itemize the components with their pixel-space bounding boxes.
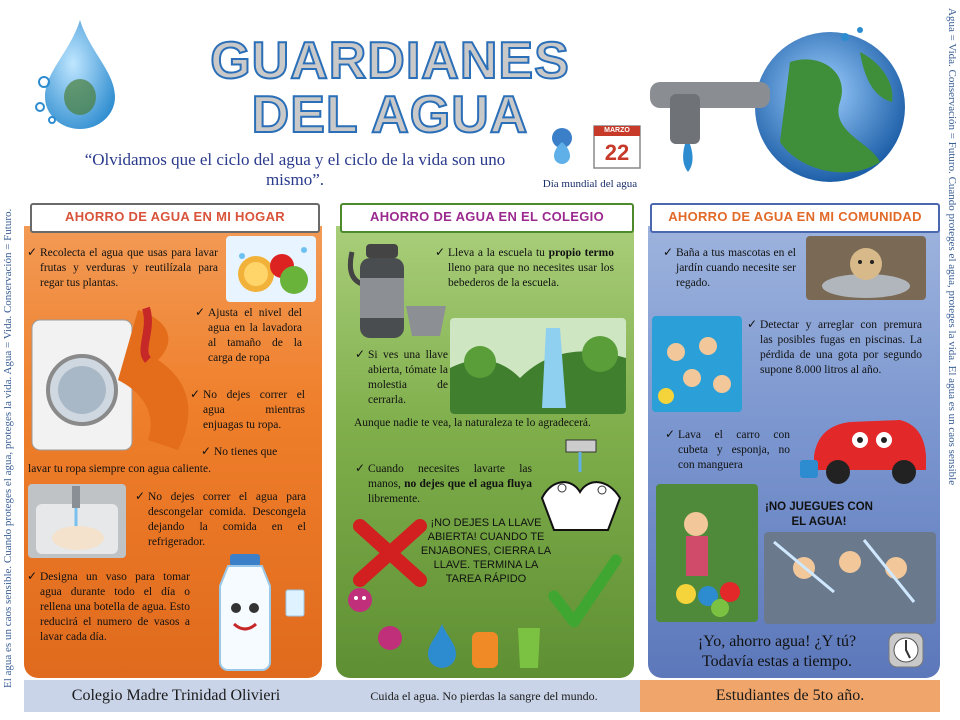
home-tip-fruits: ✓ Recolecta el agua que usas para lavar frutas y verduras y reutilízala para regar tus plantas.: [40, 246, 218, 291]
footer-slogan: Cuida el agua. No pierdas la sangre del mundo.: [328, 680, 640, 712]
footer-students: Estudiantes de 5to año.: [640, 680, 940, 712]
calendar-day: 22: [604, 140, 630, 165]
community-tip-car-wash: ✓ Lava el carro con cubeta y esponja, no con manguera: [678, 428, 790, 473]
school-header: AHORRO DE AGUA EN EL COLEGIO: [340, 203, 634, 233]
faucet-globe-image: [630, 12, 930, 192]
footer-school: Colegio Madre Trinidad Olivieri: [24, 680, 328, 712]
home-tip-washer-level: ✓ Ajusta el nivel del agua en la lavadora al tamaño de la carga de ropa: [208, 306, 302, 366]
kids-water-balloons-image: [656, 484, 758, 622]
calendar-month: MARZO: [604, 127, 630, 134]
forest-waterfall-image: [450, 318, 626, 414]
community-tip-pets: ✓ Baña a tus mascotas en el jardín cuando necesite ser regado.: [676, 246, 796, 291]
water-drop-characters: [424, 620, 548, 674]
water-drop-logo: [30, 12, 130, 132]
home-tip-hot-water: ✓ No tienes que: [214, 445, 304, 460]
germ-characters: [340, 584, 414, 664]
home-tip-glass: ✓ Designa un vaso para tomar agua durante todo el día o rellena una botella de agua. Esto reducirá el numero de vasos a lavar cada día.: [40, 570, 190, 645]
school-warning: ¡NO DEJES LA LLAVE ABIERTA! CUANDO TE ENJABONES, CIERRA LA LLAVE. TERMINA LA TAREA RÁPIDO: [420, 517, 552, 585]
washing-machine-image: [28, 300, 206, 468]
green-checkmark-icon: [548, 552, 622, 632]
pool-kids-image: [652, 316, 742, 412]
community-warning: ¡NO JUEGUES CON EL AGUA!: [765, 501, 873, 528]
community-closing-line-2: Todavía estas a tiempo.: [702, 653, 852, 670]
community-header: AHORRO DE AGUA EN MI COMUNIDAD: [650, 203, 940, 233]
left-vertical-slogan: El agua es un caos sensible. Cuando proteges el agua, proteges la vida. Agua = Vida. Conservación = Futuro.: [2, 208, 14, 688]
home-header: AHORRO DE AGUA EN MI HOGAR: [30, 203, 320, 233]
clock-icon: [888, 632, 924, 668]
right-vertical-slogan: Agua = Vida. Conservación = Futuro. Cuando proteges el agua, proteges la vida. El agua es un caos sensible: [946, 8, 958, 486]
sink-thawing-image: [28, 484, 126, 558]
home-tip-hot-water-cont: lavar tu ropa siempre con agua caliente.: [28, 463, 211, 475]
milk-bottle-character: [200, 550, 318, 674]
school-tip-handwash: ✓ Cuando necesites lavarte las manos, no dejes que el agua fluya libremente.: [368, 462, 532, 507]
community-tip-pool-leaks: ✓ Detectar y arreglar con premura las posibles fugas en piscinas. La pérdida de una gota por segundo supone 8.000 litros al año.: [760, 318, 922, 378]
water-fight-image: [764, 532, 936, 624]
title-line-2: DEL AGUA: [251, 86, 529, 144]
school-tip-thermos: ✓ Lleva a la escuela tu propio termo lleno para que no necesites usar los bebederos de la escuela.: [448, 246, 614, 291]
red-x-icon: [350, 516, 430, 590]
community-closing-line-1: ¡Yo, ahorro agua! ¿Y tú?: [697, 633, 857, 650]
fruit-splash-image: [226, 236, 316, 302]
home-tip-thawing: ✓ No dejes correr el agua para descongelar comida. Descongela dejando la comida en el refrigerador.: [148, 490, 306, 550]
calendar-caption: Día mundial del agua: [542, 178, 638, 190]
school-tip-open-tap: ✓ Si ves una llave abierta, tómate la molestia de cerrarla.: [368, 348, 448, 408]
dog-bath-image: [806, 236, 926, 300]
red-car-character: [800, 396, 936, 492]
title-line-1: GUARDIANES: [210, 32, 570, 90]
school-tip-nature-thanks: Aunque nadie te vea, la naturaleza te lo agradecerá.: [354, 417, 591, 429]
quote-text: “Olvidamos que el ciclo del agua y el ciclo de la vida son uno mismo”.: [84, 150, 506, 189]
home-tip-rinse: ✓ No dejes correr el agua mientras enjuagas tu ropa.: [203, 388, 305, 433]
